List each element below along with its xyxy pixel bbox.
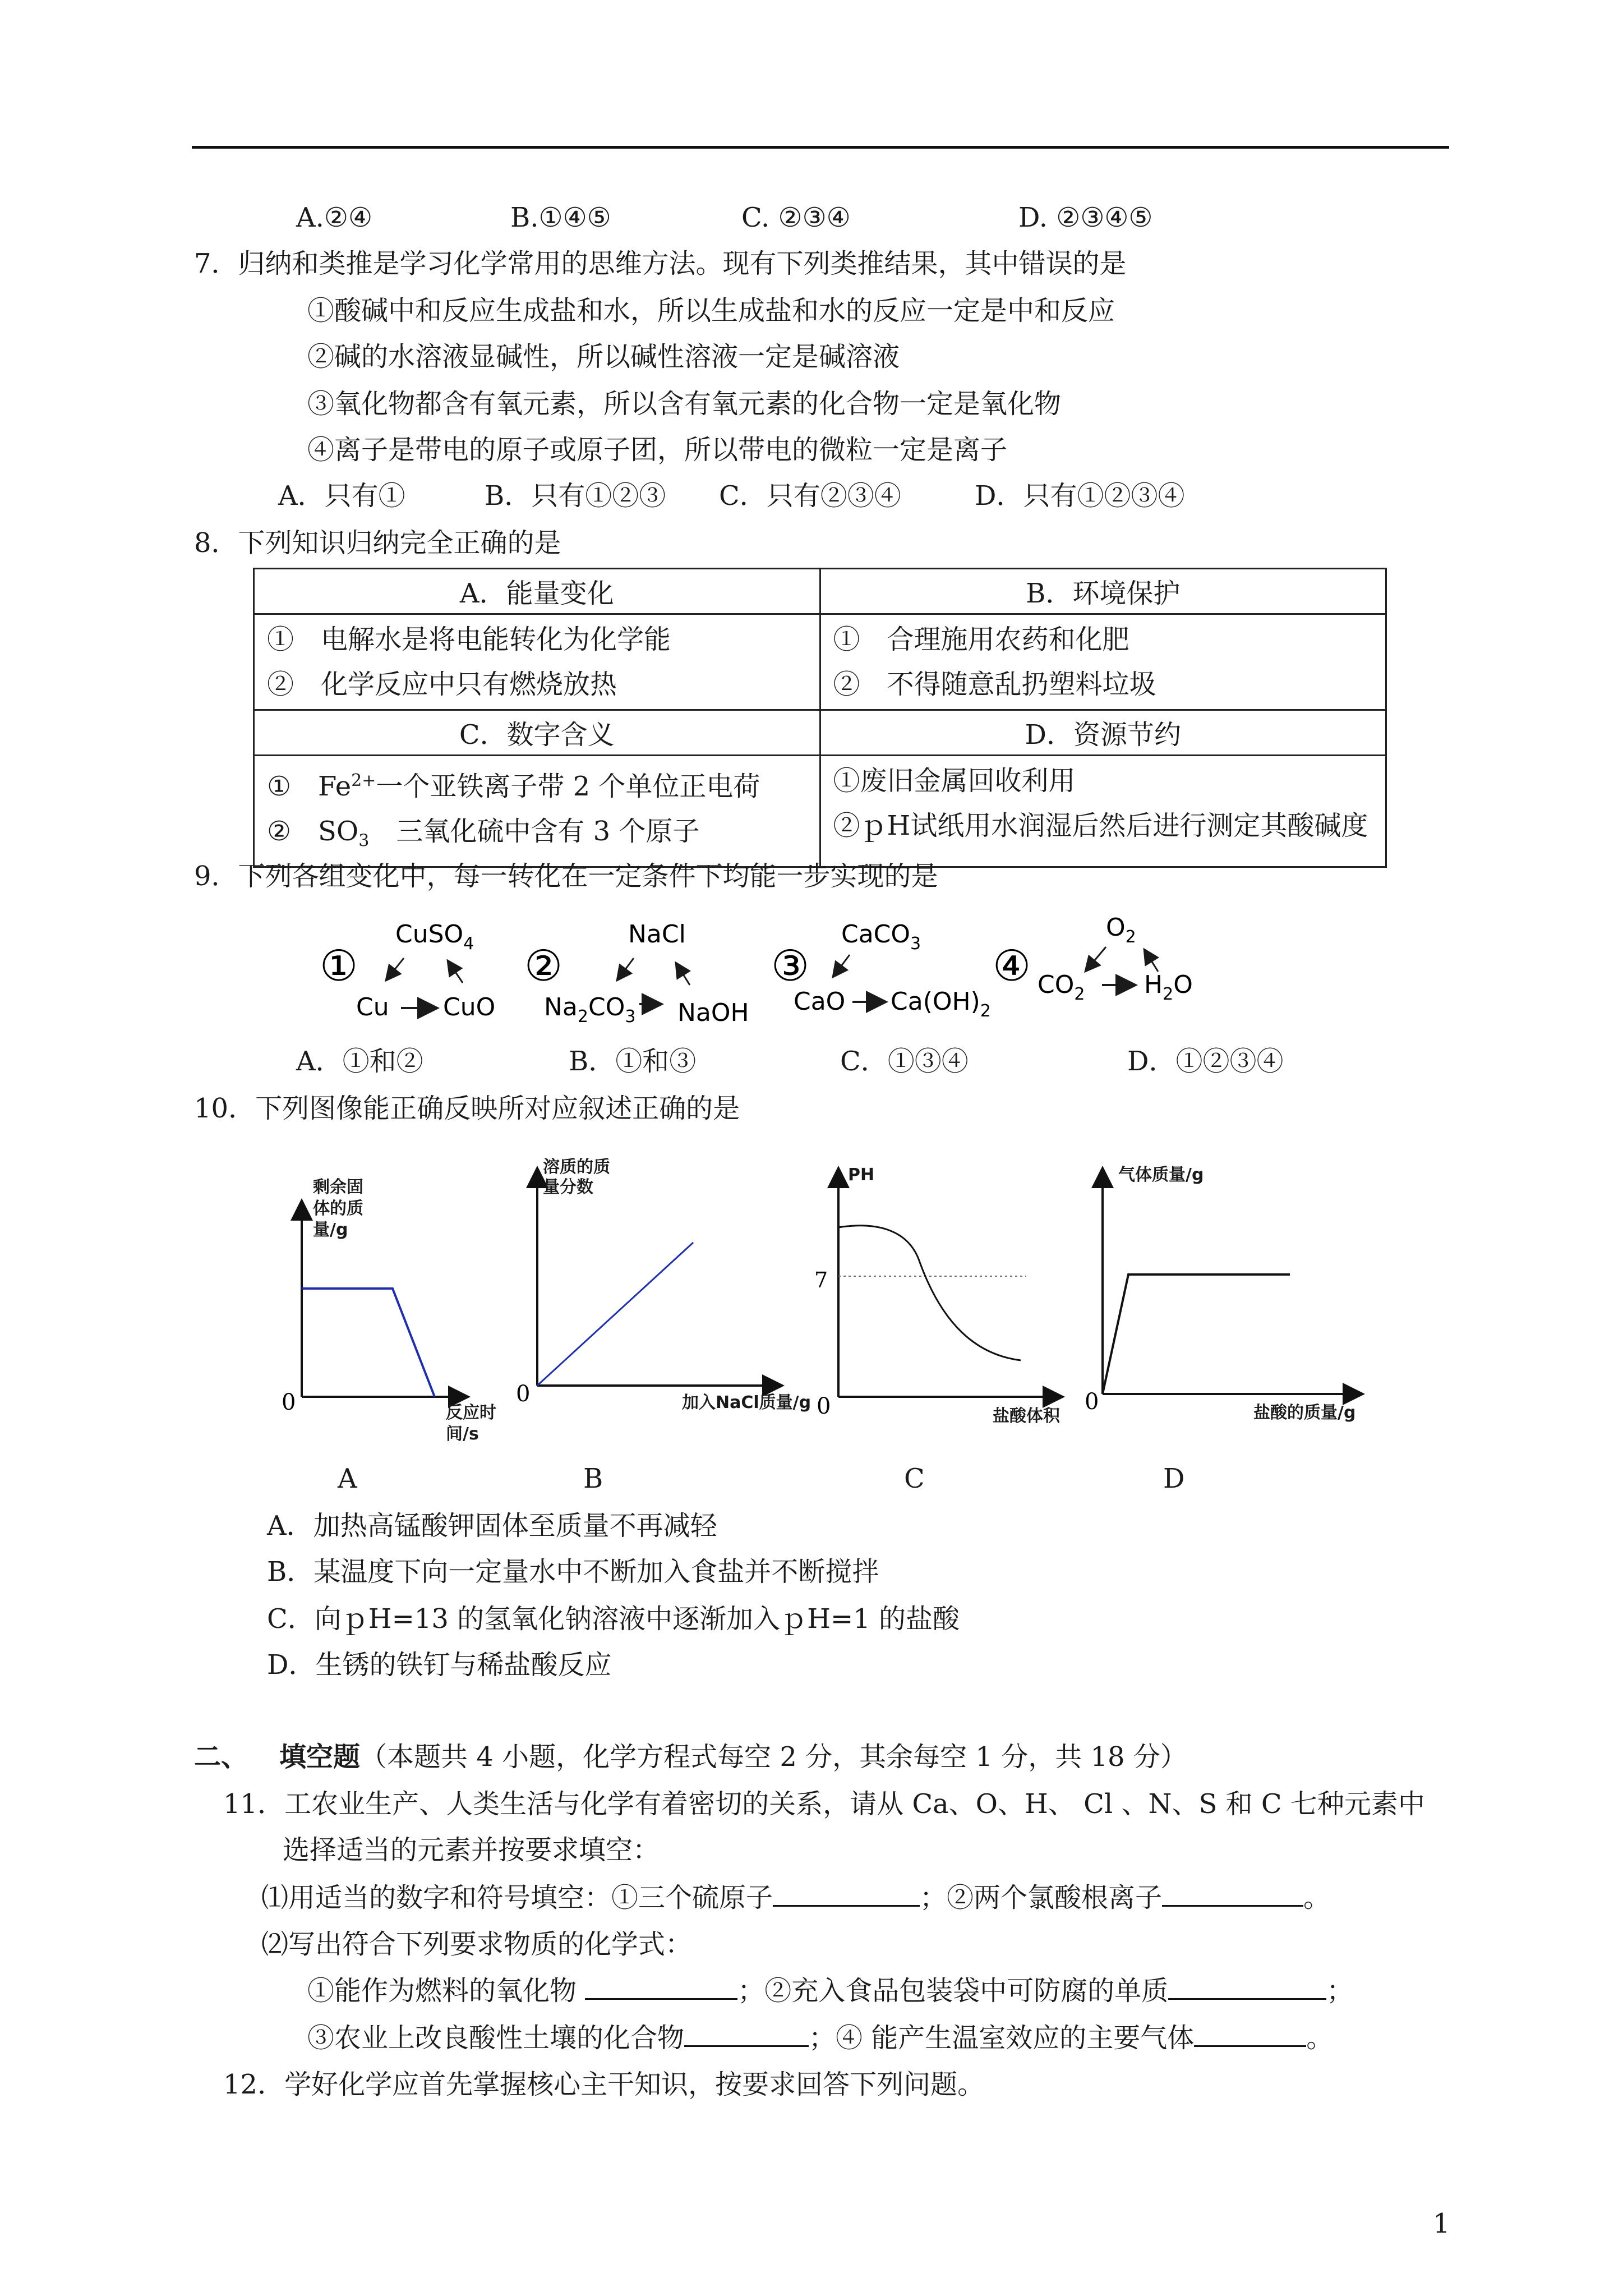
q8-c2-pre: ② SO — [267, 816, 359, 847]
q10-option-a[interactable]: A．加热高锰酸钾固体至质量不再减轻 — [267, 1510, 717, 1542]
answer-blank-greenhouse-gas[interactable] — [1194, 2021, 1306, 2047]
graph-a-origin: 0 — [282, 1389, 296, 1415]
graph-a-ylabel-1: 剩余固 — [313, 1177, 363, 1197]
q8-cell-c — [254, 756, 820, 867]
q8-knowledge-table — [253, 568, 1387, 868]
g2-number: ② — [524, 941, 563, 991]
q11-p3-text-c: ； — [1326, 1975, 1354, 2007]
q9-option-a[interactable]: A．①和② — [296, 1046, 423, 1077]
q7-option-d[interactable]: D．只有①②③④ — [975, 480, 1185, 512]
q8-c2-post: 三氧化硫中含有 3 个原子 — [369, 816, 700, 847]
g3-left: CaO — [794, 987, 846, 1016]
section-2-note: （本题共 4 小题，化学方程式每空 2 分，其余每空 1 分，共 18 分） — [360, 1741, 1187, 1773]
g1-left: Cu — [356, 993, 389, 1022]
q10-stem: 10．下列图像能正确反映所对应叙述正确的是 — [194, 1093, 740, 1124]
q8-c-item-2 — [267, 809, 807, 864]
q10-graph-b — [505, 1156, 819, 1470]
section-2-number: 二、 — [194, 1741, 248, 1773]
g4-left: $CO_2$ — [1038, 970, 1085, 1004]
q8-b-item-2: ② 不得随意乱扔塑料垃圾 — [833, 669, 1156, 700]
q11-p4-text-c: 。 — [1306, 2022, 1334, 2054]
answer-blank-chlorate-ions[interactable] — [1162, 1880, 1303, 1907]
graph-a-xlabel-2: 间/s — [446, 1424, 479, 1444]
q11-part-2: ⑵写出符合下列要求物质的化学式： — [261, 1929, 693, 1960]
answer-blank-sulfur-atoms[interactable] — [773, 1880, 920, 1907]
q8-c2-sub: 3 — [358, 831, 370, 851]
q11-line-2: 选择适当的元素并按要求填空： — [283, 1834, 660, 1866]
q9-option-d[interactable]: D．①②③④ — [1127, 1046, 1284, 1077]
graph-a-xlabel-1: 反应时 — [446, 1403, 496, 1423]
q8-c1-post: 一个亚铁离子带 2 个单位正电荷 — [376, 771, 760, 802]
graph-c-caption: C — [904, 1463, 925, 1494]
g3-right: $Ca(OH)_2$ — [891, 987, 991, 1021]
q11-part-3 — [307, 1973, 1353, 2008]
q10-option-c[interactable]: C．向ｐH=13 的氢氧化钠溶液中逐渐加入ｐH=1 的盐酸 — [267, 1603, 960, 1635]
q9-option-b[interactable]: B．①和③ — [569, 1046, 697, 1077]
g1-number: ① — [320, 941, 358, 991]
q10-option-d[interactable]: D．生锈的铁钉与稀盐酸反应 — [267, 1649, 612, 1681]
graph-c-origin: 0 — [817, 1393, 831, 1419]
graph-d-caption: D — [1163, 1463, 1185, 1494]
q8-head-b[interactable]: B．环境保护 — [820, 569, 1386, 614]
q7-stem: 7．归纳和类推是学习化学常用的思维方法。现有下列类推结果，其中错误的是 — [194, 248, 1127, 279]
q11-line-1: 11．工农业生产、人类生活与化学有着密切的关系，请从 Ca、O、H、 Cl 、N、S 和 C 七种元素中 — [223, 1788, 1425, 1820]
q7-option-b[interactable]: B．只有①②③ — [485, 480, 666, 512]
q7-option-a[interactable]: A．只有① — [278, 480, 405, 512]
section-2-heading — [194, 1740, 1187, 1774]
answer-blank-soil-compound[interactable] — [684, 2021, 809, 2047]
q11-p1-text-c: 。 — [1303, 1882, 1331, 1913]
graph-b-caption: B — [583, 1463, 603, 1494]
q11-p4-text-b: ；④ 能产生温室效应的主要气体 — [809, 2022, 1195, 2054]
q10-option-b[interactable]: B．某温度下向一定量水中不断加入食盐并不断搅拌 — [267, 1556, 879, 1588]
answer-blank-fuel-oxide[interactable] — [585, 1973, 737, 2000]
section-2-title: 填空题 — [279, 1741, 361, 1773]
q6-option-a[interactable]: A.②④ — [296, 202, 372, 233]
page-number: 1 — [1433, 2208, 1450, 2239]
graph-a-caption: A — [338, 1463, 357, 1494]
g2-top: NaCl — [628, 920, 686, 949]
graph-d-curve — [1103, 1274, 1290, 1394]
g2-right: NaOH — [677, 999, 749, 1027]
graph-b-ylabel-2: 量分数 — [543, 1177, 593, 1197]
g2-left: $Na_2CO_3$ — [544, 993, 636, 1027]
q11-p3-text-b: ；②充入食品包装袋中可防腐的单质 — [737, 1975, 1169, 2007]
q9-conversion-diagrams — [303, 909, 1368, 1038]
q7-item-3: ③氧化物都含有氧元素，所以含有氧元素的化合物一定是氧化物 — [307, 388, 1062, 420]
q8-c1-sup: 2+ — [351, 771, 376, 790]
q8-cell-a — [254, 614, 820, 710]
graph-c-tick-7: 7 — [814, 1268, 828, 1292]
answer-blank-preservative-element[interactable] — [1168, 1973, 1326, 2000]
graph-c-curve — [838, 1226, 1021, 1360]
graph-b-xlabel: 加入NaCl质量/g — [682, 1393, 811, 1412]
q8-stem: 8．下列知识归纳完全正确的是 — [194, 527, 561, 559]
q11-p1-text-a: ⑴用适当的数字和符号填空：①三个硫原子 — [261, 1882, 773, 1913]
graph-a-ylabel-3: 量/g — [313, 1220, 348, 1240]
q11-p1-text-b: ；②两个氯酸根离子 — [920, 1882, 1163, 1913]
g3-top: CaCO$_3$ — [841, 920, 921, 954]
g4-top: $O_2$ — [1106, 913, 1136, 947]
g1-top: CuSO$_4$ — [395, 920, 474, 954]
g4-right: $H_2O$ — [1144, 970, 1193, 1004]
q11-p3-text-a: ①能作为燃料的氧化物 — [307, 1975, 585, 2007]
graph-a-ylabel-2: 体的质 — [313, 1199, 363, 1218]
q6-option-b[interactable]: B.①④⑤ — [510, 202, 611, 233]
graph-d-xlabel: 盐酸的质量/g — [1253, 1403, 1356, 1423]
graph-b-curve — [537, 1243, 693, 1386]
q8-d-item-2: ②ｐH试纸用水润湿后然后进行测定其酸碱度 — [833, 810, 1368, 841]
q6-option-d[interactable]: D. ②③④⑤ — [1018, 202, 1153, 233]
q9-stem: 9．下列各组变化中，每一转化在一定条件下均能一步实现的是 — [194, 861, 938, 892]
graph-c-ylabel: PH — [848, 1165, 875, 1185]
q7-item-1: ①酸碱中和反应生成盐和水，所以生成盐和水的反应一定是中和反应 — [307, 295, 1115, 326]
q8-c1-pre: ① Fe — [267, 771, 352, 802]
graph-d-origin: 0 — [1085, 1389, 1099, 1415]
q7-item-4: ④离子是带电的原子或原子团，所以带电的微粒一定是离子 — [307, 434, 1008, 466]
q11-part-1 — [261, 1880, 1330, 1915]
graph-c-xlabel: 盐酸体积 — [993, 1406, 1060, 1426]
q11-part-4 — [307, 2021, 1333, 2055]
q9-option-c[interactable]: C．①③④ — [840, 1046, 969, 1077]
q6-option-c[interactable]: C. ②③④ — [741, 202, 851, 233]
q8-head-d[interactable]: D．资源节约 — [820, 710, 1386, 756]
graph-b-origin: 0 — [516, 1381, 531, 1407]
g4-number: ④ — [993, 941, 1031, 991]
q7-item-2: ②碱的水溶液显碱性，所以碱性溶液一定是碱溶液 — [307, 341, 900, 372]
q12-stem: 12．学好化学应首先掌握核心主干知识，按要求回答下列问题。 — [223, 2069, 985, 2100]
graph-a-curve — [302, 1289, 435, 1397]
g3-number: ③ — [771, 941, 810, 991]
q8-cell-d — [820, 756, 1386, 867]
header-rule — [192, 146, 1449, 149]
q8-cell-b — [820, 614, 1386, 710]
q8-b-item-1: ① 合理施用农药和化肥 — [833, 624, 1129, 655]
q8-head-c[interactable]: C．数字含义 — [254, 710, 820, 756]
q8-d-item-1: ①废旧金属回收利用 — [833, 765, 1076, 797]
q7-option-c[interactable]: C．只有②③④ — [719, 480, 901, 512]
g1-right: CuO — [443, 993, 496, 1022]
q8-a-item-1: ① 电解水是将电能转化为化学能 — [267, 624, 671, 655]
graph-b-ylabel-1: 溶质的质 — [543, 1157, 610, 1177]
q8-c-item-1 — [267, 758, 807, 809]
q8-head-a[interactable]: A．能量变化 — [254, 569, 820, 614]
q8-a-item-2: ② 化学反应中只有燃烧放热 — [267, 669, 617, 700]
q11-p4-text-a: ③农业上改良酸性土壤的化合物 — [307, 2022, 685, 2054]
graph-d-ylabel: 气体质量/g — [1118, 1165, 1204, 1185]
